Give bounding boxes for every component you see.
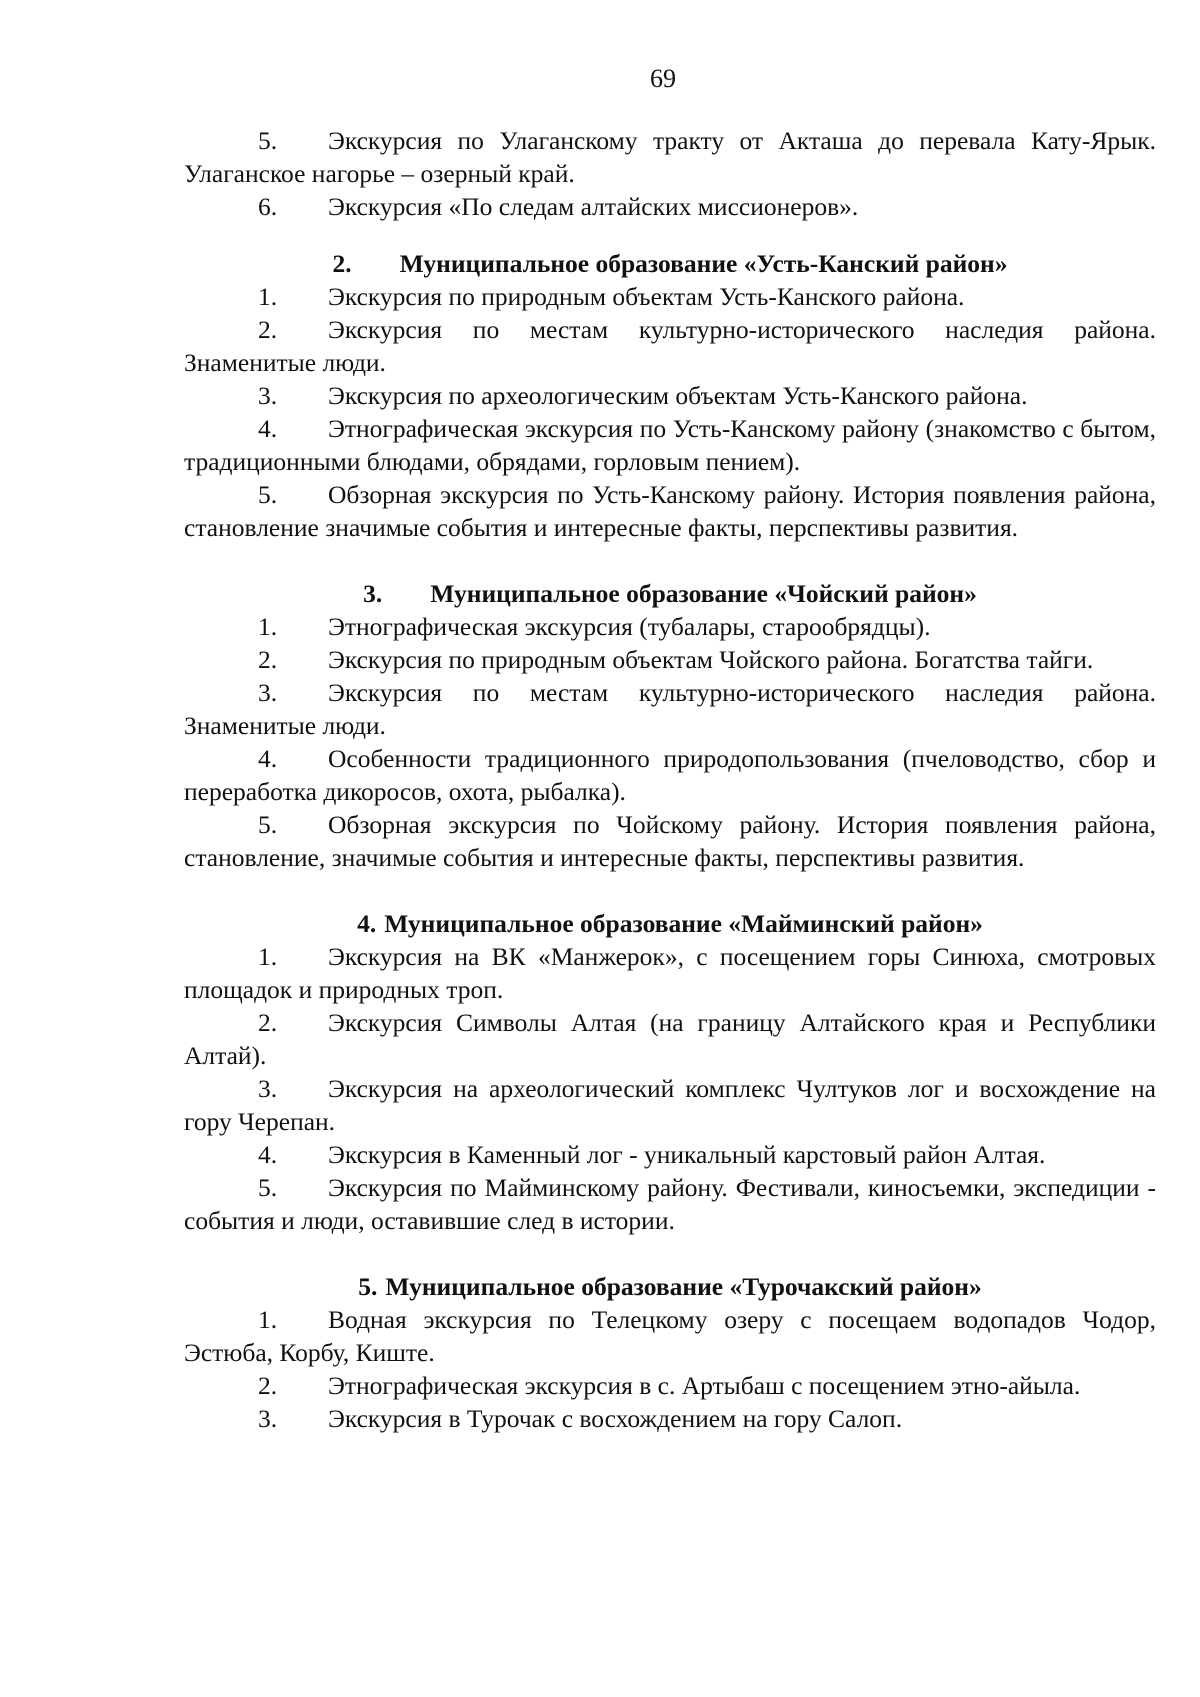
- item-number: 2.: [258, 315, 278, 344]
- item-number: 1.: [258, 942, 278, 971]
- item-text: Особенности традиционного природопользования (пчеловодство, сбор и переработка дикоросов, охота, рыбалка).: [184, 744, 1156, 806]
- page-number: 69: [650, 64, 676, 93]
- item-text: Водная экскурсия по Телецкому озеру с посещаем водопадов Чодор, Эстюба, Корбу, Киште.: [184, 1305, 1156, 1367]
- item-number: 1.: [258, 282, 278, 311]
- section-heading: [184, 907, 1156, 940]
- list-item: [184, 1402, 1156, 1435]
- section-heading: [184, 1270, 1156, 1303]
- item-text: Экскурсия по Майминскому району. Фестивали, киносъемки, экспедиции - события и люди, оставившие след в истории.: [184, 1173, 1156, 1235]
- item-number: 5.: [258, 126, 278, 155]
- item-number: 3.: [258, 678, 278, 707]
- item-text: Экскурсия по Улаганскому тракту от Акташа до перевала Кату-Ярык. Улаганское нагорье – озерный край.: [184, 126, 1156, 188]
- item-text: Обзорная экскурсия по Чойскому району. История появления района, становление, значимые события и интересные факты, перспективы развития.: [184, 810, 1156, 872]
- list-item: [184, 1369, 1156, 1402]
- item-number: 3.: [258, 381, 278, 410]
- item-text: Экскурсия по природным объектам Усть-Канского района.: [328, 282, 965, 311]
- list-item: [184, 379, 1156, 412]
- list-item: [184, 742, 1156, 808]
- list-item: [184, 940, 1156, 1006]
- list-item: [184, 1171, 1156, 1237]
- item-text: Экскурсия «По следам алтайских миссионеров».: [328, 192, 859, 221]
- item-text: Экскурсия по природным объектам Чойского района. Богатства тайги.: [328, 645, 1094, 674]
- section-number: 4.: [357, 909, 377, 938]
- section-title: Муниципальное образование «Усть-Канский район»: [399, 249, 1008, 278]
- item-number: 3.: [258, 1404, 278, 1433]
- item-text: Экскурсия на ВК «Манжерок», с посещением горы Синюха, смотровых площадок и природных троп.: [184, 942, 1156, 1004]
- list-item: [184, 1303, 1156, 1369]
- list-item: [184, 280, 1156, 313]
- section-number: 2.: [332, 249, 352, 278]
- list-item: [184, 1072, 1156, 1138]
- item-number: 2.: [258, 1371, 278, 1400]
- section-heading: [184, 577, 1156, 610]
- item-text: Экскурсия по местам культурно-исторического наследия района. Знаменитые люди.: [184, 315, 1156, 377]
- list-item: [184, 190, 1156, 223]
- section-heading: [184, 247, 1156, 280]
- list-item: [184, 808, 1156, 874]
- item-text: Экскурсия Символы Алтая (на границу Алтайского края и Республики Алтай).: [184, 1008, 1156, 1070]
- section-title: Муниципальное образование «Майминский район»: [384, 909, 983, 938]
- item-number: 4.: [258, 1140, 278, 1169]
- item-number: 1.: [258, 612, 278, 641]
- item-text: Экскурсия по местам культурно-исторического наследия района. Знаменитые люди.: [184, 678, 1156, 740]
- section-title: Муниципальное образование «Чойский район»: [430, 579, 977, 608]
- list-item: [184, 478, 1156, 544]
- item-text: Экскурсия по археологическим объектам Усть-Канского района.: [328, 381, 1028, 410]
- item-number: 5.: [258, 1173, 278, 1202]
- item-text: Экскурсия в Каменный лог - уникальный карстовый район Алтая.: [328, 1140, 1046, 1169]
- item-number: 5.: [258, 480, 278, 509]
- item-text: Экскурсия в Турочак с восхождением на гору Салоп.: [328, 1404, 903, 1433]
- document-body: [184, 124, 1156, 1435]
- item-text: Этнографическая экскурсия по Усть-Канскому району (знакомство с бытом, традиционными блюдами, обрядами, горловым пением).: [184, 414, 1156, 476]
- item-text: Экскурсия на археологический комплекс Чултуков лог и восхождение на гору Черепан.: [184, 1074, 1156, 1136]
- item-number: 3.: [258, 1074, 278, 1103]
- list-item: [184, 676, 1156, 742]
- item-number: 1.: [258, 1305, 278, 1334]
- list-item: [184, 412, 1156, 478]
- section-title: Муниципальное образование «Турочакский район»: [385, 1272, 982, 1301]
- item-number: 2.: [258, 645, 278, 674]
- item-text: Этнографическая экскурсия в с. Артыбаш с посещением этно-айыла.: [328, 1371, 1081, 1400]
- list-item: [184, 1006, 1156, 1072]
- section-number: 3.: [363, 579, 383, 608]
- item-number: 4.: [258, 744, 278, 773]
- item-text: Этнографическая экскурсия (тубалары, старообрядцы).: [328, 612, 931, 641]
- item-number: 4.: [258, 414, 278, 443]
- list-item: [184, 124, 1156, 190]
- item-number: 6.: [258, 192, 278, 221]
- list-item: [184, 1138, 1156, 1171]
- list-item: [184, 610, 1156, 643]
- item-number: 2.: [258, 1008, 278, 1037]
- item-number: 5.: [258, 810, 278, 839]
- item-text: Обзорная экскурсия по Усть-Канскому району. История появления района, становление значимые события и интересные факты, перспективы развития.: [184, 480, 1156, 542]
- list-item: [184, 643, 1156, 676]
- list-item: [184, 313, 1156, 379]
- section-number: 5.: [358, 1272, 378, 1301]
